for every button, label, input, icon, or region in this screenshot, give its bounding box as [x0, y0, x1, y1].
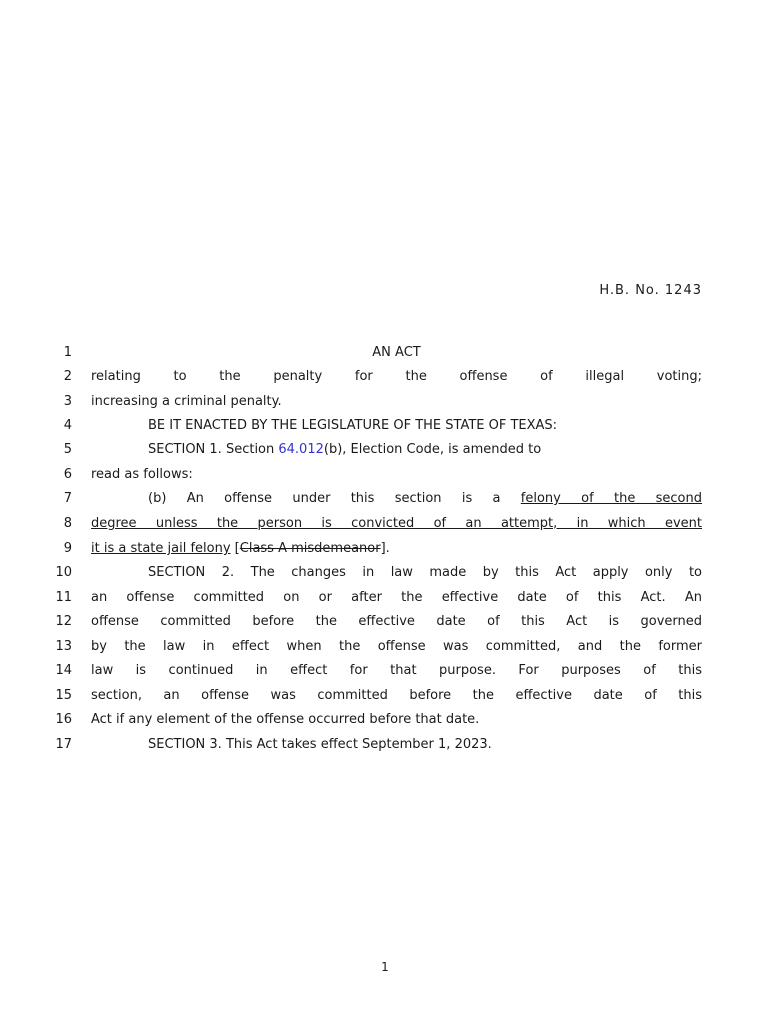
line-number: 16	[55, 712, 72, 727]
bill-line	[0, 441, 770, 465]
text-segment: SECTION 1. Section	[148, 442, 279, 457]
line-number: 2	[63, 369, 72, 384]
text-segment: (b) An offense under this section is a	[148, 491, 521, 506]
line-number: 7	[63, 491, 72, 506]
line-number: 17	[55, 737, 72, 752]
line-number: 1	[63, 345, 72, 360]
text-segment: ].	[380, 541, 390, 556]
line-number: 5	[63, 442, 72, 457]
section-text	[91, 515, 702, 533]
line-number: 6	[63, 467, 72, 482]
line-number: 8	[63, 516, 72, 531]
section-text: SECTION 3. This Act takes effect September 1, 2023.	[148, 737, 492, 752]
deleted-text: Class A misdemeanor	[239, 541, 381, 556]
section-text	[148, 490, 702, 508]
bill-line	[0, 417, 770, 441]
section-text: Act if any element of the offense occurred before that date.	[91, 712, 480, 727]
section-text: an offense committed on or after the effective date of this Act. An	[91, 590, 702, 605]
section-text: SECTION 2. The changes in law made by this Act apply only to	[148, 565, 702, 580]
caption-text: relating to the penalty for the offense of illegal voting;	[91, 369, 702, 384]
bill-line	[0, 736, 770, 760]
line-number: 13	[55, 639, 72, 654]
bill-number: H.B. No. 1243	[599, 283, 702, 298]
page-number: 1	[381, 960, 389, 974]
section-text: by the law in effect when the offense was committed, and the former	[91, 639, 702, 654]
inserted-text: felony of the second	[520, 491, 702, 506]
line-number: 9	[63, 541, 72, 556]
section-text	[148, 441, 702, 459]
bill-line	[0, 466, 770, 490]
bill-line	[0, 540, 770, 564]
line-number: 12	[55, 614, 72, 629]
line-number: 3	[63, 394, 72, 409]
line-number: 11	[55, 590, 72, 605]
text-segment: [	[230, 541, 240, 556]
section-text: section, an offense was committed before the effective date of this	[91, 688, 702, 703]
bill-line	[0, 687, 770, 711]
line-number: 10	[55, 565, 72, 580]
inserted-text: degree unless the person is convicted of an attempt, in which event	[91, 516, 702, 531]
bill-line	[0, 711, 770, 735]
act-heading: AN ACT	[372, 345, 421, 360]
bill-line	[0, 638, 770, 662]
bill-line	[0, 368, 770, 392]
caption-text: increasing a criminal penalty.	[91, 394, 282, 409]
bill-line	[0, 393, 770, 417]
line-number: 4	[63, 418, 72, 433]
section-text: law is continued in effect for that purpose. For purposes of this	[91, 663, 702, 678]
section-text	[91, 540, 702, 558]
bill-line	[0, 662, 770, 686]
bill-line	[0, 589, 770, 613]
bill-line	[0, 515, 770, 539]
inserted-text: it is a state jail felony	[91, 541, 231, 556]
section-text: read as follows:	[91, 467, 193, 482]
bill-line	[0, 490, 770, 514]
section-text: offense committed before the effective date of this Act is governed	[91, 614, 702, 629]
bill-line	[0, 564, 770, 588]
enacting-clause: BE IT ENACTED BY THE LEGISLATURE OF THE STATE OF TEXAS:	[148, 418, 558, 433]
text-segment: (b), Election Code, is amended to	[323, 442, 542, 457]
bill-line	[0, 613, 770, 637]
statute-link[interactable]: 64.012	[278, 442, 324, 457]
line-number: 15	[55, 688, 72, 703]
line-number: 14	[55, 663, 72, 678]
bill-line	[0, 344, 770, 368]
